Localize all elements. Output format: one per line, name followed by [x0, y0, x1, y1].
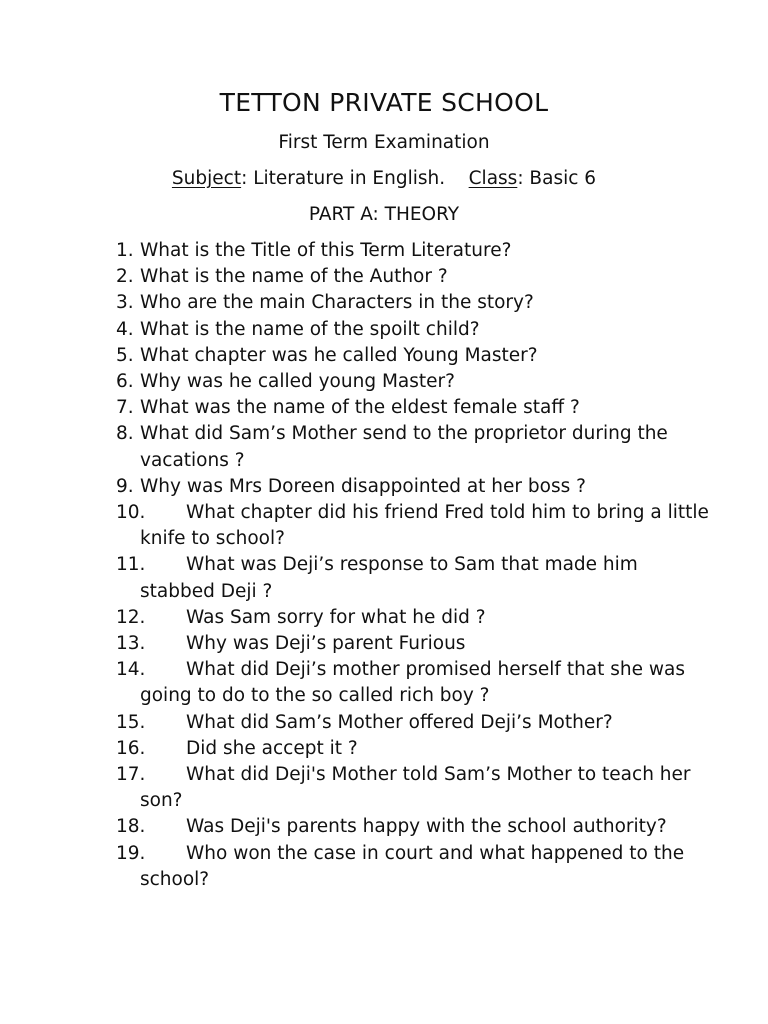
question-number: 15.	[116, 711, 146, 733]
question-item	[116, 369, 716, 395]
question-text: Did she accept it ?	[186, 737, 358, 759]
question-number: 16.	[116, 737, 146, 759]
question-text: What chapter was he called Young Master?	[140, 344, 538, 366]
question-text: Why was Deji’s parent Furious	[186, 633, 466, 655]
question-number: 5.	[116, 344, 134, 366]
question-item	[116, 605, 716, 631]
question-text: What did Sam’s Mother send to the proprietor during the vacations ?	[140, 423, 668, 471]
question-text: What did Sam’s Mother offered Deji’s Mother?	[186, 711, 613, 733]
subject-class-line	[0, 166, 768, 192]
question-text: What is the Title of this Term Literature?	[140, 240, 512, 261]
class-value: : Basic 6	[517, 168, 597, 189]
question-number: 9.	[116, 475, 134, 497]
question-number: 12.	[116, 606, 146, 628]
question-number: 1.	[116, 240, 134, 261]
subject-label: Subject	[171, 168, 242, 189]
question-item	[116, 710, 716, 736]
question-item	[116, 657, 716, 709]
question-item	[116, 395, 716, 421]
question-number: 17.	[116, 764, 146, 786]
subject-value: : Literature in English.	[241, 168, 446, 189]
question-text: What was Deji’s response to Sam that made him stabbed Deji ?	[140, 554, 638, 602]
question-text: What did Deji's Mother told Sam’s Mother to teach her son?	[140, 764, 691, 812]
question-text: Why was Mrs Doreen disappointed at her boss ?	[140, 475, 586, 497]
question-text: Who are the main Characters in the story?	[140, 292, 534, 314]
school-title: TETTON PRIVATE SCHOOL	[219, 88, 549, 117]
exam-title: First Term Examination	[278, 132, 490, 153]
question-item	[116, 290, 716, 316]
question-number: 3.	[116, 292, 134, 314]
question-item	[116, 474, 716, 500]
question-text: What is the name of the spoilt child?	[140, 318, 480, 340]
class-label: Class	[468, 168, 518, 189]
question-text: What chapter did his friend Fred told him to bring a little knife to school?	[140, 502, 709, 550]
question-number: 14.	[116, 659, 146, 681]
part-heading: PART A: THEORY	[308, 204, 460, 225]
question-list	[116, 238, 716, 893]
question-number: 6.	[116, 371, 134, 393]
question-item	[116, 238, 716, 264]
question-item	[116, 264, 716, 290]
question-item	[116, 841, 716, 893]
question-number: 7.	[116, 397, 134, 419]
question-item	[116, 762, 716, 814]
question-item	[116, 500, 716, 552]
question-number: 8.	[116, 423, 134, 445]
question-text: Was Sam sorry for what he did ?	[186, 606, 486, 628]
question-item	[116, 814, 716, 840]
question-item	[116, 631, 716, 657]
question-text: Was Deji's parents happy with the school authority?	[186, 816, 667, 838]
question-number: 13.	[116, 633, 146, 655]
question-number: 11.	[116, 554, 146, 576]
question-item	[116, 736, 716, 762]
question-item	[116, 343, 716, 369]
question-number: 2.	[116, 266, 134, 288]
question-number: 19.	[116, 842, 146, 864]
question-item	[116, 421, 716, 473]
question-text: What did Deji’s mother promised herself that she was going to do to the so called rich boy ?	[140, 659, 686, 707]
question-text: What was the name of the eldest female staff ?	[140, 397, 580, 419]
question-number: 18.	[116, 816, 146, 838]
question-text: Why was he called young Master?	[140, 371, 455, 393]
question-text: Who won the case in court and what happened to the school?	[140, 842, 685, 890]
question-item	[116, 317, 716, 343]
question-number: 4.	[116, 318, 134, 340]
question-item	[116, 552, 716, 604]
question-number: 10.	[116, 502, 146, 524]
question-text: What is the name of the Author ?	[140, 266, 448, 288]
